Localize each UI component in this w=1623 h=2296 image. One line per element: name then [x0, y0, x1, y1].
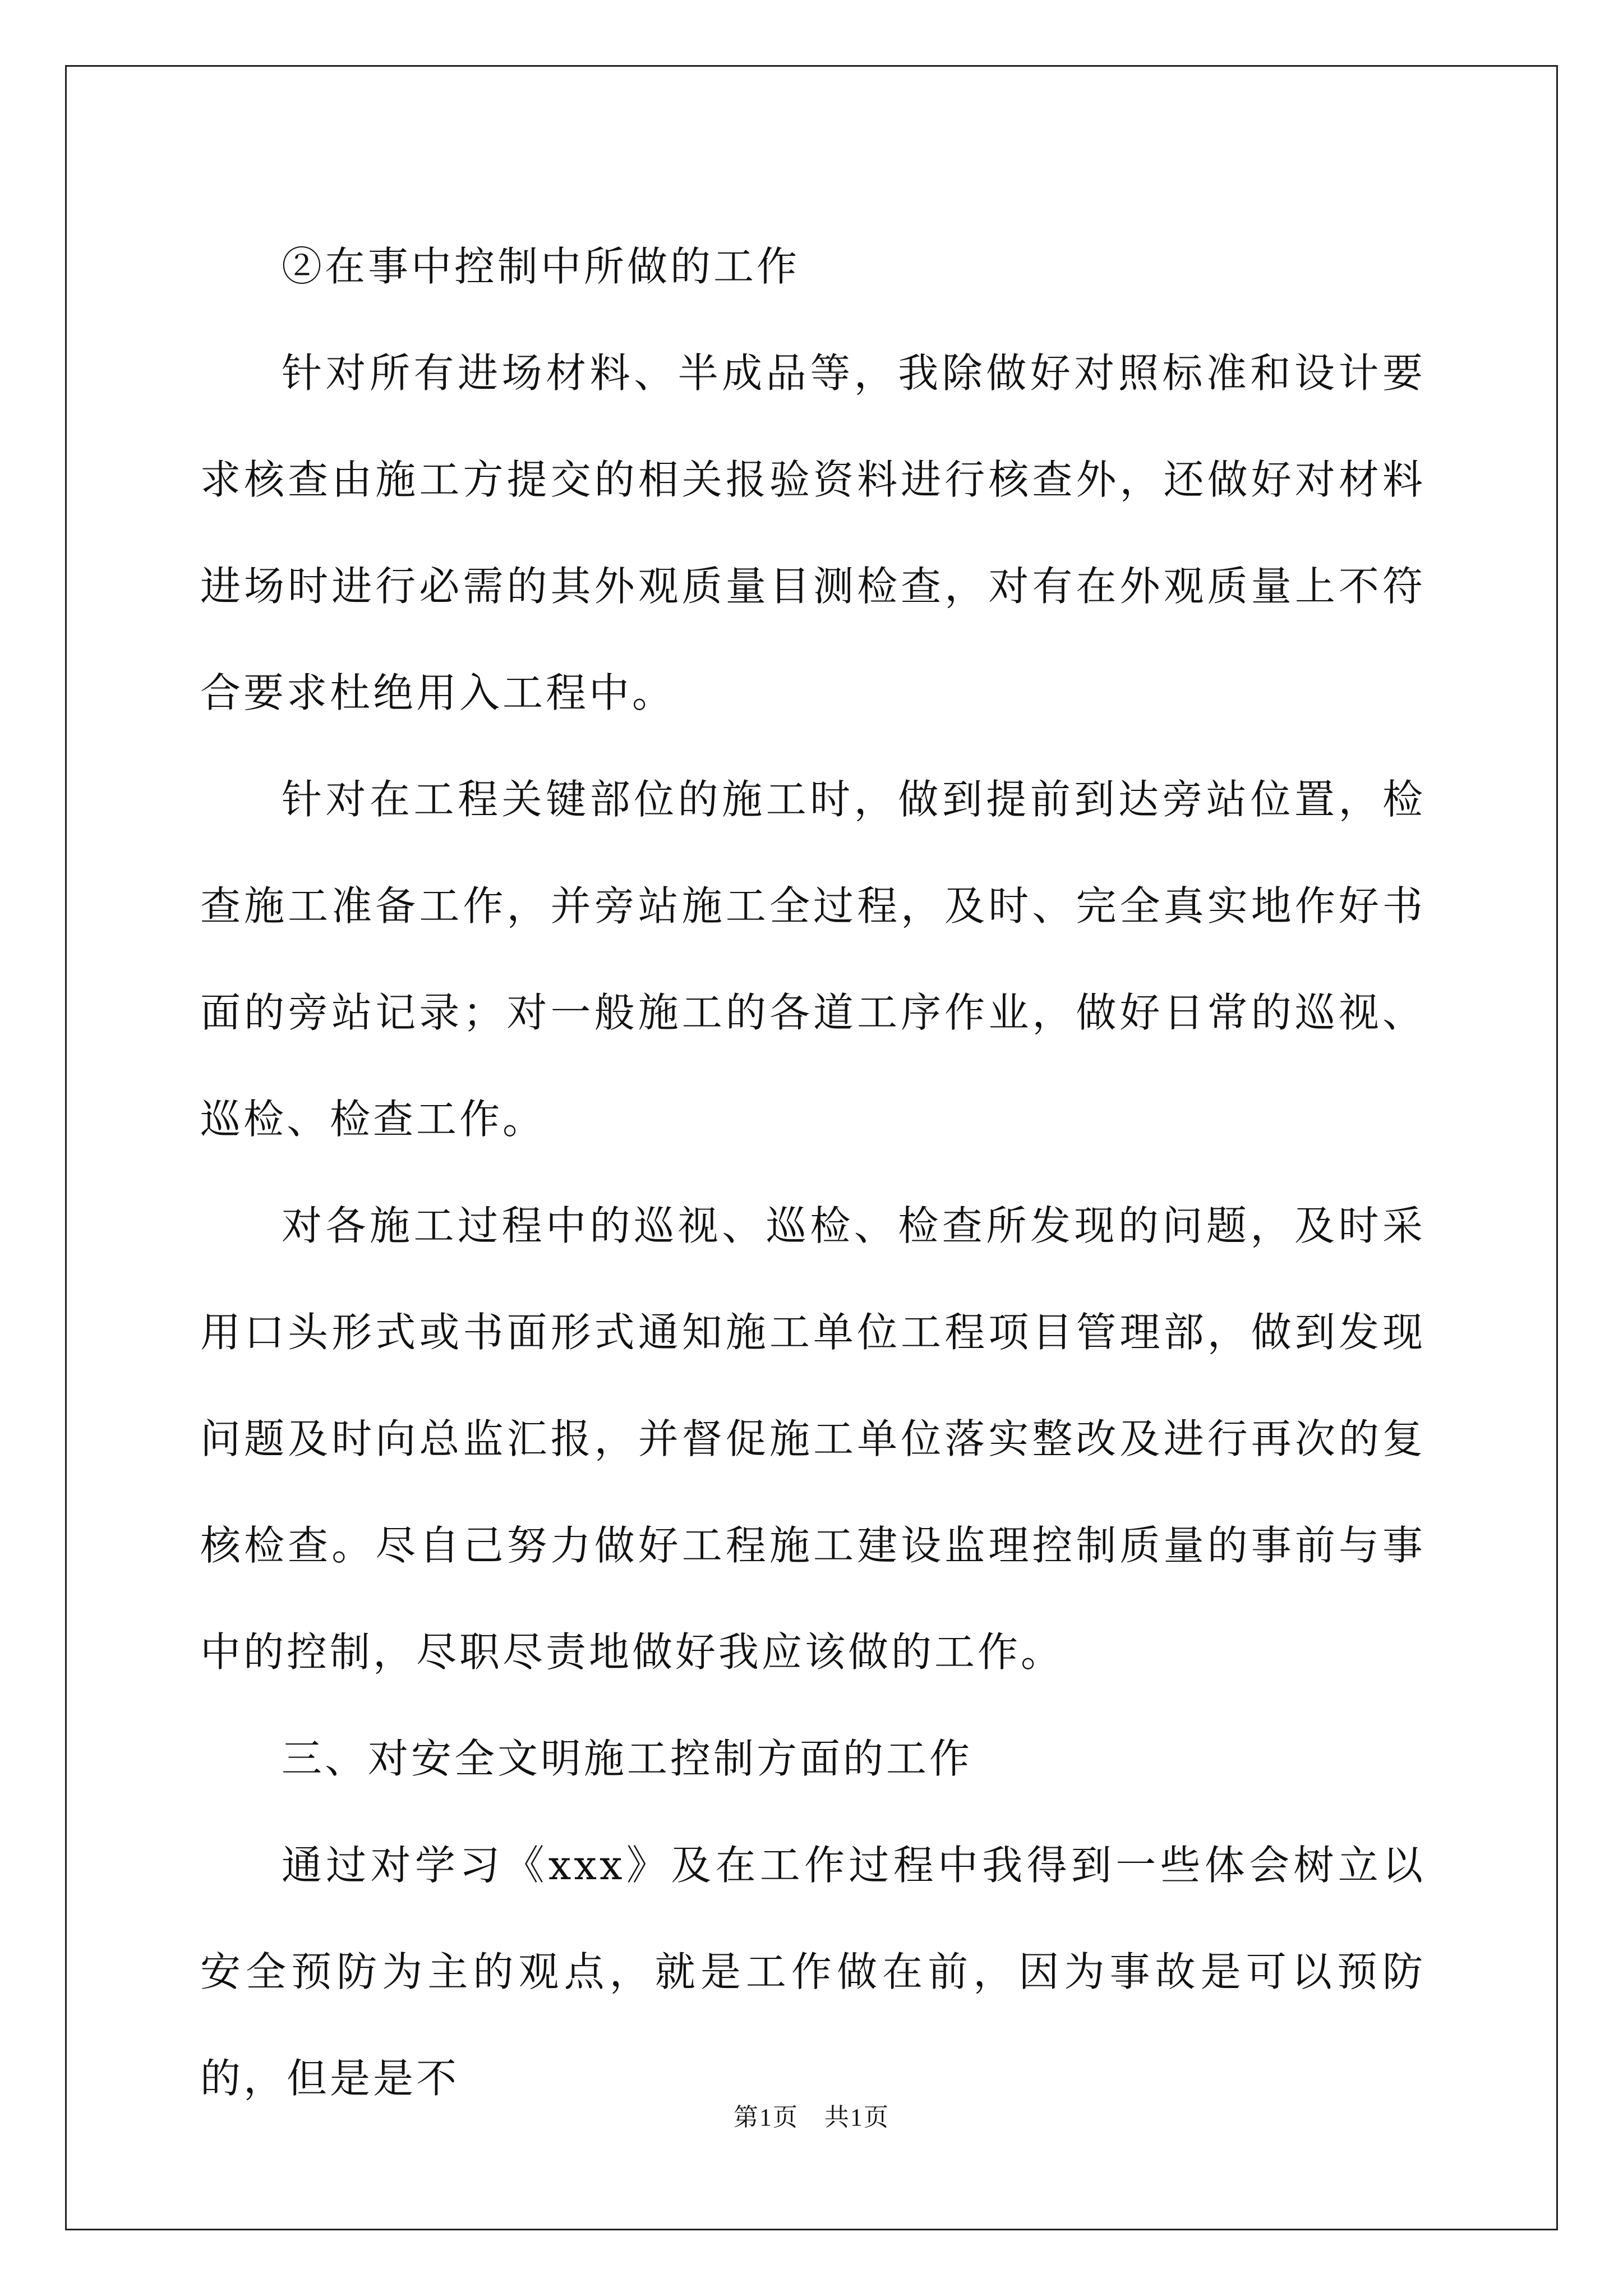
paragraph-safety-prevention: 通过对学习《xxx》及在工作过程中我得到一些体会树立以安全预防为主的观点，就是工作做在前，因为事故是可以预防的，但是是不 [200, 1842, 1426, 2102]
paragraph-material-inspection: 针对所有进场材料、半成品等，我除做好对照标准和设计要求核查由施工方提交的相关报验资料进行核查外，还做好对材料进场时进行必需的其外观质量目测检查，对有在外观质量上不符合要求杜绝用入工程中。 [200, 349, 1426, 716]
page-footer: 第1页 共1页 [734, 2104, 889, 2131]
paragraph-problem-reporting: 对各施工过程中的巡视、巡检、检查所发现的问题，及时采用口头形式或书面形式通知施工单位工程项目管理部，做到发现问题及时向总监汇报，并督促施工单位落实整改及进行再次的复核检查。尽自己努力做好工程施工建设监理控制质量的事前与事中的控制，尽职尽责地做好我应该做的工作。 [200, 1202, 1426, 1676]
section-heading-safety-control: 三、对安全文明施工控制方面的工作 [282, 1735, 973, 1782]
document-body [200, 213, 1426, 2132]
section-heading-in-process-control: ②在事中控制中所做的工作 [282, 243, 800, 290]
paragraph-key-position-supervision: 针对在工程关键部位的施工时，做到提前到达旁站位置，检查施工准备工作，并旁站施工全过程，及时、完全真实地作好书面的旁站记录；对一般施工的各道工序作业，做好日常的巡视、巡检、检查工作。 [200, 776, 1426, 1143]
